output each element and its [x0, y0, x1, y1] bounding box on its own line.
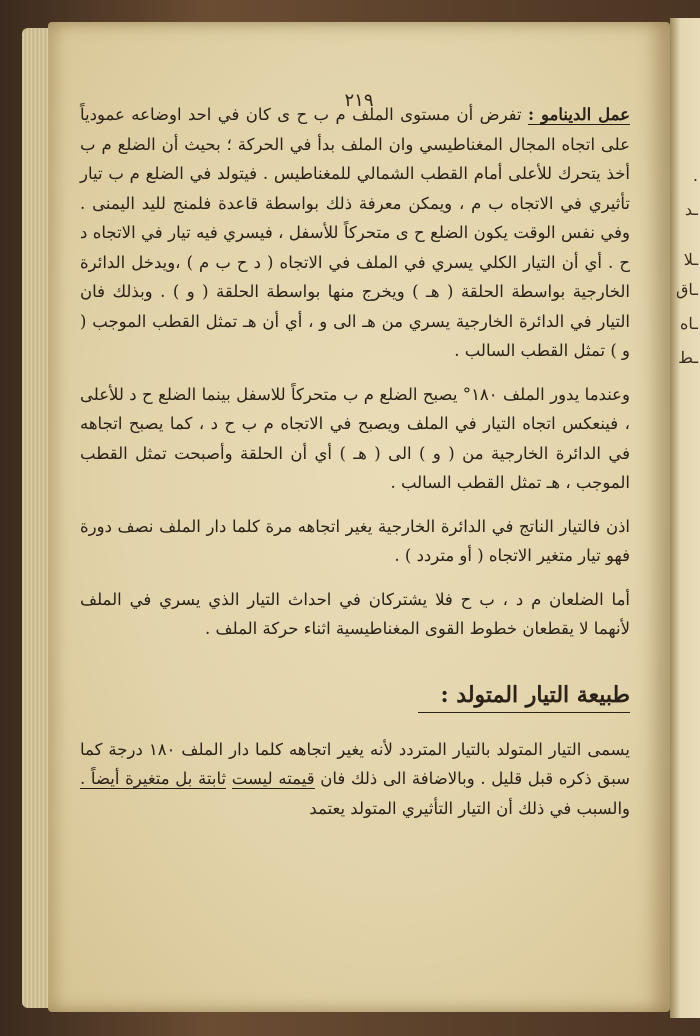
paragraph-text: اذن فالتيار الناتج في الدائرة الخارجية يغير اتجاهه مرة كلما دار الملف نصف دورة فهو تيار متغير الاتجاه ( أو متردد ) .: [80, 516, 630, 565]
page-body-text: [80, 100, 630, 837]
lead-term: عمل الدينامو :: [528, 105, 631, 124]
underlined-phrase: ثابتة بل متغيرة أيضاً .: [80, 769, 227, 788]
paragraph-text: تفرض أن مستوى الملف م ب ح ى كان في احد اوضاعه عمودياً على اتجاه المجال المغناطيسي وان الملف بدأ في الحركة ؛ بحيث أن الضلع م ب أخذ يتحرك للأعلى أمام القطب الشمالي للمغناطيس . فيتولد في الضلع م ب تيار تأثيري في الاتجاه ب م ، ويمكن معرفة ذلك بواسطة قاعدة فلمنج لليد اليمنى . وفي نفس الوقت يكون الضلع ح ى متحركاً للأسفل ، فيسري فيه تيار في الاتجاه د ح . أي أن التيار الكلي يسري في الملف في الاتجاه ( د ح ب م ) ،ويدخل الدائرة الخارجية بواسطة الحلقة ( هـ ) ويخرج منها بواسطة الحلقة ( و ) . وبذلك فان التيار في الدائرة الخارجية يسري من هـ الى و ، أي أن هـ تمثل القطب الموجب ( و ) تمثل القطب السالب .: [80, 105, 630, 360]
paragraph-rotation: [80, 380, 630, 498]
edge-fragment: ـلا: [683, 250, 698, 269]
edge-fragment: ـاه: [680, 314, 698, 333]
paragraph-dynamo: [80, 100, 630, 366]
paragraph-text: وعندما يدور الملف ١٨٠° يصبح الضلع م ب متحركاً للاسفل بينما الضلع ح د للأعلى ، فينعكس اتجاه التيار في الملف ويصبح في الاتجاه م ب ح د ، كما يصبح اتجاهه في الدائرة الخارجية من ( و ) الى ( هـ ) أي أن الحلقة وأصبحت تمثل القطب الموجب ، هـ تمثل القطب السالب .: [80, 384, 630, 492]
edge-fragment: ـد: [684, 200, 698, 219]
section-heading-wrap: [80, 658, 630, 735]
page-number: ٢١٩: [344, 90, 374, 111]
section-heading: طبيعة التيار المتولد :: [418, 682, 630, 713]
next-page-edge: [670, 18, 700, 1018]
paragraph-nature: [80, 735, 630, 824]
underlined-phrase: قيمته ليست: [231, 769, 315, 788]
paragraph-text: والسبب في ذلك أن التيار التأثيري المتولد يعتمد: [309, 798, 630, 818]
paragraph-text: يسمى التيار المتولد بالتيار المتردد لأنه يغير اتجاهه كلما دار الملف ١٨٠ درجة كما سبق ذكره قبل قليل . وبالاضافة الى ذلك فان: [80, 739, 630, 788]
paragraph-text: أما الضلعان م د ، ب ح فلا يشتركان في احداث التيار الذي يسري في الملف لأنهما لا يقطعان خطوط القوى المغناطيسية اثناء حركة الملف .: [80, 589, 630, 638]
paragraph-sides: [80, 585, 630, 644]
paragraph-alternating: [80, 512, 630, 571]
edge-fragment: .: [692, 166, 698, 185]
edge-fragment: ـاق: [676, 280, 698, 299]
edge-fragment: ـط: [678, 348, 698, 367]
